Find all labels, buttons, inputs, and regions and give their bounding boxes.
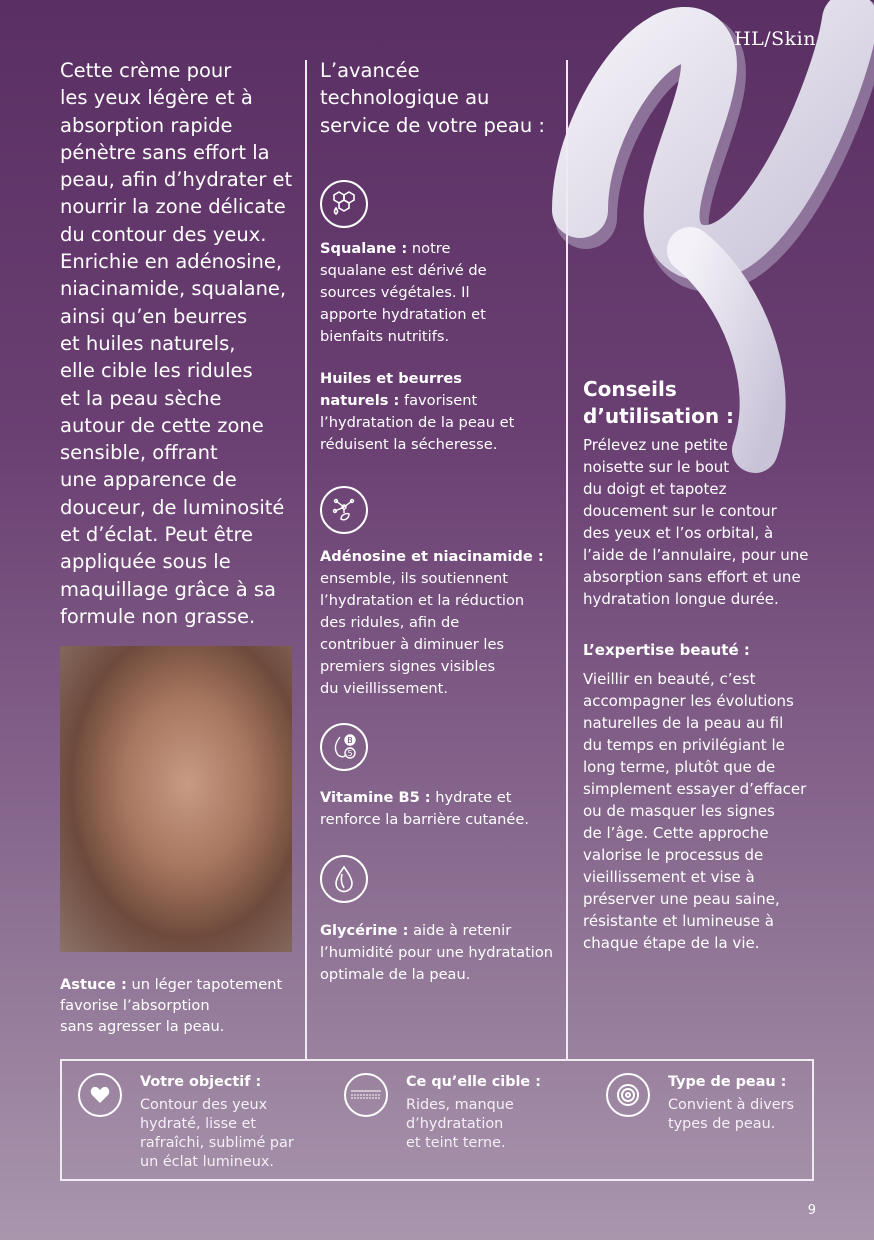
ingredient-oils-butters: Huiles et beurres naturels : favorisent l’hydratation de la peau et réduisent la sécheresse. xyxy=(320,370,515,453)
tip-body: un léger tapotement favorise l’absorption sans agresser la peau. xyxy=(60,976,283,1035)
ingredient-glycerin: Glycérine : aide à retenir l’humidité pour une hydratation optimale de la peau. xyxy=(320,922,554,983)
target-icon xyxy=(606,1073,650,1117)
technology-heading: L’avancée technologique au service de votre peau : xyxy=(320,59,545,137)
summary-box: Votre objectif : Contour des yeux hydraté, lisse et rafraîchi, sublimé par un éclat lumineux. Ce qu’elle cible : Rides, manque d’hydratation et teint terne. Type de peau : Convient à divers types de peau. xyxy=(60,1059,814,1181)
svg-text:B: B xyxy=(347,736,353,745)
molecule-leaf-icon xyxy=(320,486,368,534)
drop-icon xyxy=(320,855,368,903)
vitamin-b5-icon xyxy=(320,723,368,771)
model-photo xyxy=(60,646,292,952)
expertise-text: Vieillir en beauté, c’est accompagner les évolutions naturelles de la peau au fil du temps en privilégiant le long terme, plutôt que de simplement essayer d’effacer ou de masquer les signes de l’âge. Cette approche valorise le processus de vieillissement et vise à préserver une peau saine, résistante et lumineuse à chaque étape de la vie. xyxy=(583,670,807,952)
ingredient-vitamin-b5: Vitamine B5 : hydrate et renforce la barrière cutanée. xyxy=(320,789,529,828)
ingredient-squalane: Squalane : notre squalane est dérivé de sources végétales. Il apporte hydratation et bienfaits nutritifs. xyxy=(320,240,487,345)
heart-icon xyxy=(78,1073,122,1117)
product-description: Cette crème pour les yeux légère et à absorption rapide pénètre sans effort la peau, afin d’hydrater et nourrir la zone délicate du contour des yeux. Enrichie en adénosine, niacinamide, squalane, ainsi qu’en beurres et huiles naturels, elle cible les ridules et la peau sèche autour de cette zone sensible, offrant une apparence de douceur, de luminosité et d’éclat. Peut être appliquée sous le maquillage grâce à sa formule non grasse. xyxy=(60,59,293,628)
usage-tips-text: Prélevez une petite noisette sur le bout du doigt et tapotez doucement sur le contour des yeux et l’os orbital, à l’aide de l’annulaire, pour une absorption sans effort et une hydratation longue durée. xyxy=(583,436,809,608)
svg-text:5: 5 xyxy=(347,749,353,758)
brand-logo: HL/Skin xyxy=(734,28,816,50)
expertise-heading: L’expertise beauté : xyxy=(583,641,750,659)
column-divider xyxy=(305,60,307,1060)
skin-layers-icon xyxy=(344,1073,388,1117)
tip-text xyxy=(60,974,300,1037)
molecule-drop-icon xyxy=(320,180,368,228)
column-divider xyxy=(566,60,568,1060)
page-number: 9 xyxy=(807,1203,816,1218)
usage-tips-heading: Conseils d’utilisation : xyxy=(583,377,735,428)
tip-label: Astuce : xyxy=(60,976,127,993)
ingredient-adenosine-niacinamide: Adénosine et niacinamide : ensemble, ils soutiennent l’hydratation et la réduction des ridules, afin de contribuer à diminuer les premiers signes visibles du vieillissement. xyxy=(320,548,544,697)
